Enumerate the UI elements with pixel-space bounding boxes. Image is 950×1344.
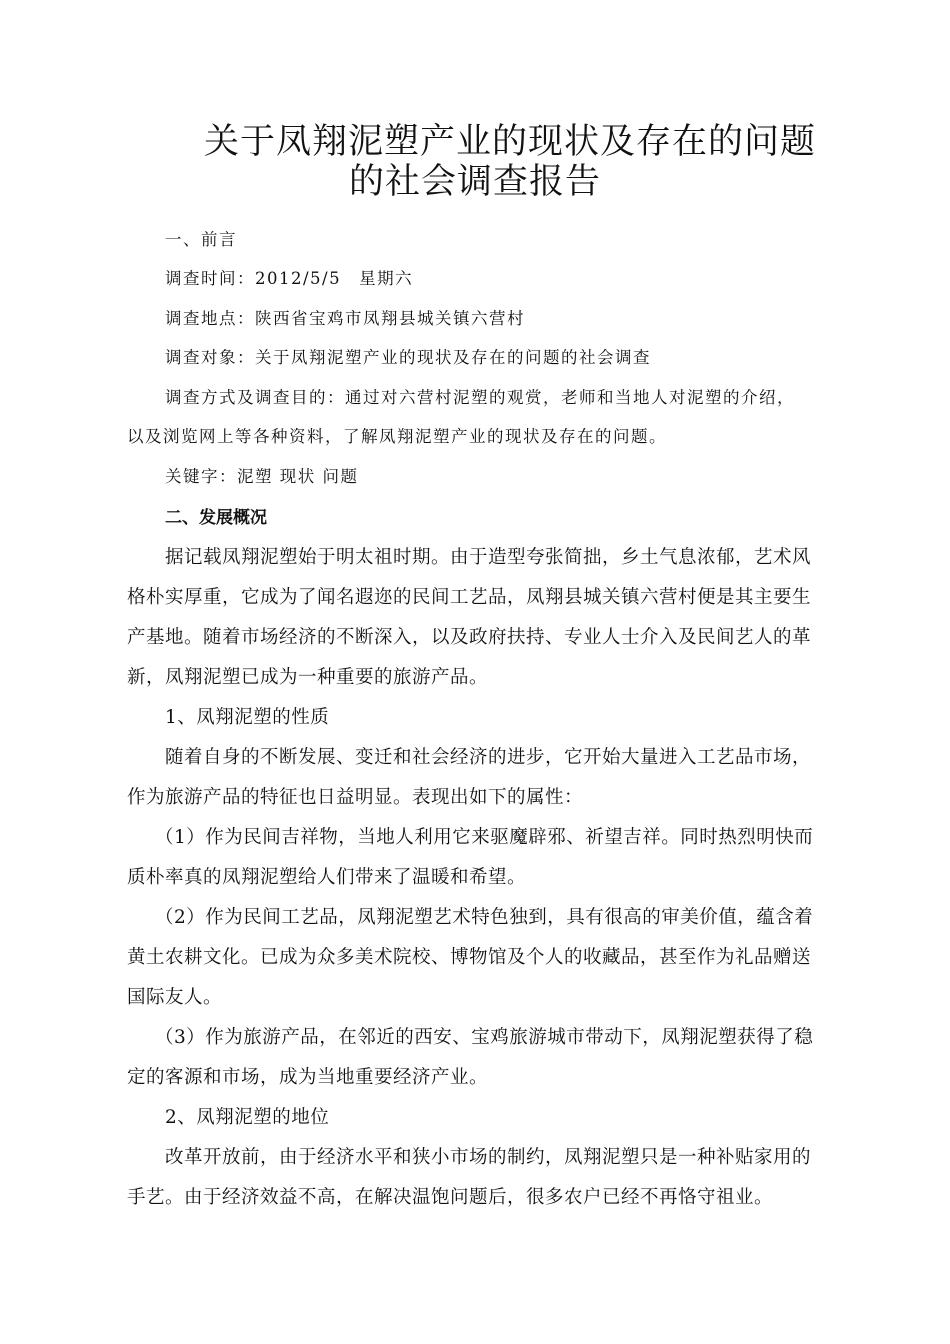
- survey-method-line2: 以及浏览网上等各种资料，了解凤翔泥塑产业的现状及存在的问题。: [127, 427, 667, 446]
- list-item-line: （3）作为旅游产品，在邻近的西安、宝鸡旅游城市带动下，凤翔泥塑获得了稳: [155, 1027, 814, 1048]
- paragraph-line: 新，凤翔泥塑已成为一种重要的旅游产品。: [127, 667, 489, 688]
- list-item-line: 黄土农耕文化。已成为众多美术院校、博物馆及个人的收藏品，甚至作为礼品赠送: [127, 947, 812, 968]
- survey-method-line1: 调查方式及调查目的：通过对六营村泥塑的观赏，老师和当地人对泥塑的介绍，: [165, 388, 795, 407]
- paragraph-line: 手艺。由于经济效益不高，在解决温饱问题后，很多农户已经不再恪守祖业。: [127, 1187, 774, 1208]
- paragraph-line: 随着自身的不断发展、变迁和社会经济的进步，它开始大量进入工艺品市场，: [165, 747, 812, 768]
- report-title-line2: 的社会调查报告: [348, 162, 601, 202]
- list-item-line: （1）作为民间吉祥物，当地人利用它来驱魔辟邪、祈望吉祥。同时热烈明快而: [155, 827, 814, 848]
- paragraph-line: 改革开放前，由于经济水平和狭小市场的制约，凤翔泥塑只是一种补贴家用的: [165, 1147, 812, 1168]
- paragraph-line: 作为旅游产品的特征也日益明显。表现出如下的属性：: [127, 787, 584, 808]
- keywords: 关键字：泥塑 现状 问题: [165, 467, 359, 486]
- preface-heading: 一、前言: [165, 230, 237, 249]
- paragraph-line: 格朴实厚重，它成为了闻名遐迩的民间工艺品，凤翔县城关镇六营村便是其主要生: [127, 587, 812, 608]
- survey-place: 调查地点：陕西省宝鸡市凤翔县城关镇六营村: [165, 309, 525, 328]
- survey-object: 调查对象：关于凤翔泥塑产业的现状及存在的问题的社会调查: [165, 348, 651, 367]
- paragraph-line: 据记载凤翔泥塑始于明太祖时期。由于造型夸张简拙，乡土气息浓郁，艺术风: [165, 547, 812, 568]
- list-item-line: 定的客源和市场，成为当地重要经济产业。: [127, 1067, 489, 1088]
- survey-time: 调查时间：2012/5/5 星期六: [165, 269, 414, 288]
- subheading-status: 2、凤翔泥塑的地位: [165, 1107, 330, 1128]
- report-title-line1: 关于凤翔泥塑产业的现状及存在的问题: [203, 122, 816, 162]
- list-item-line: 质朴率真的凤翔泥塑给人们带来了温暖和希望。: [127, 867, 527, 888]
- section2-heading: 二、发展概况: [165, 508, 267, 528]
- list-item-line: （2）作为民间工艺品，凤翔泥塑艺术特色独到，具有很高的审美价值，蕴含着: [155, 907, 814, 928]
- list-item-line: 国际友人。: [127, 987, 223, 1008]
- paragraph-line: 产基地。随着市场经济的不断深入，以及政府扶持、专业人士介入及民间艺人的革: [127, 627, 812, 648]
- subheading-nature: 1、凤翔泥塑的性质: [165, 707, 330, 728]
